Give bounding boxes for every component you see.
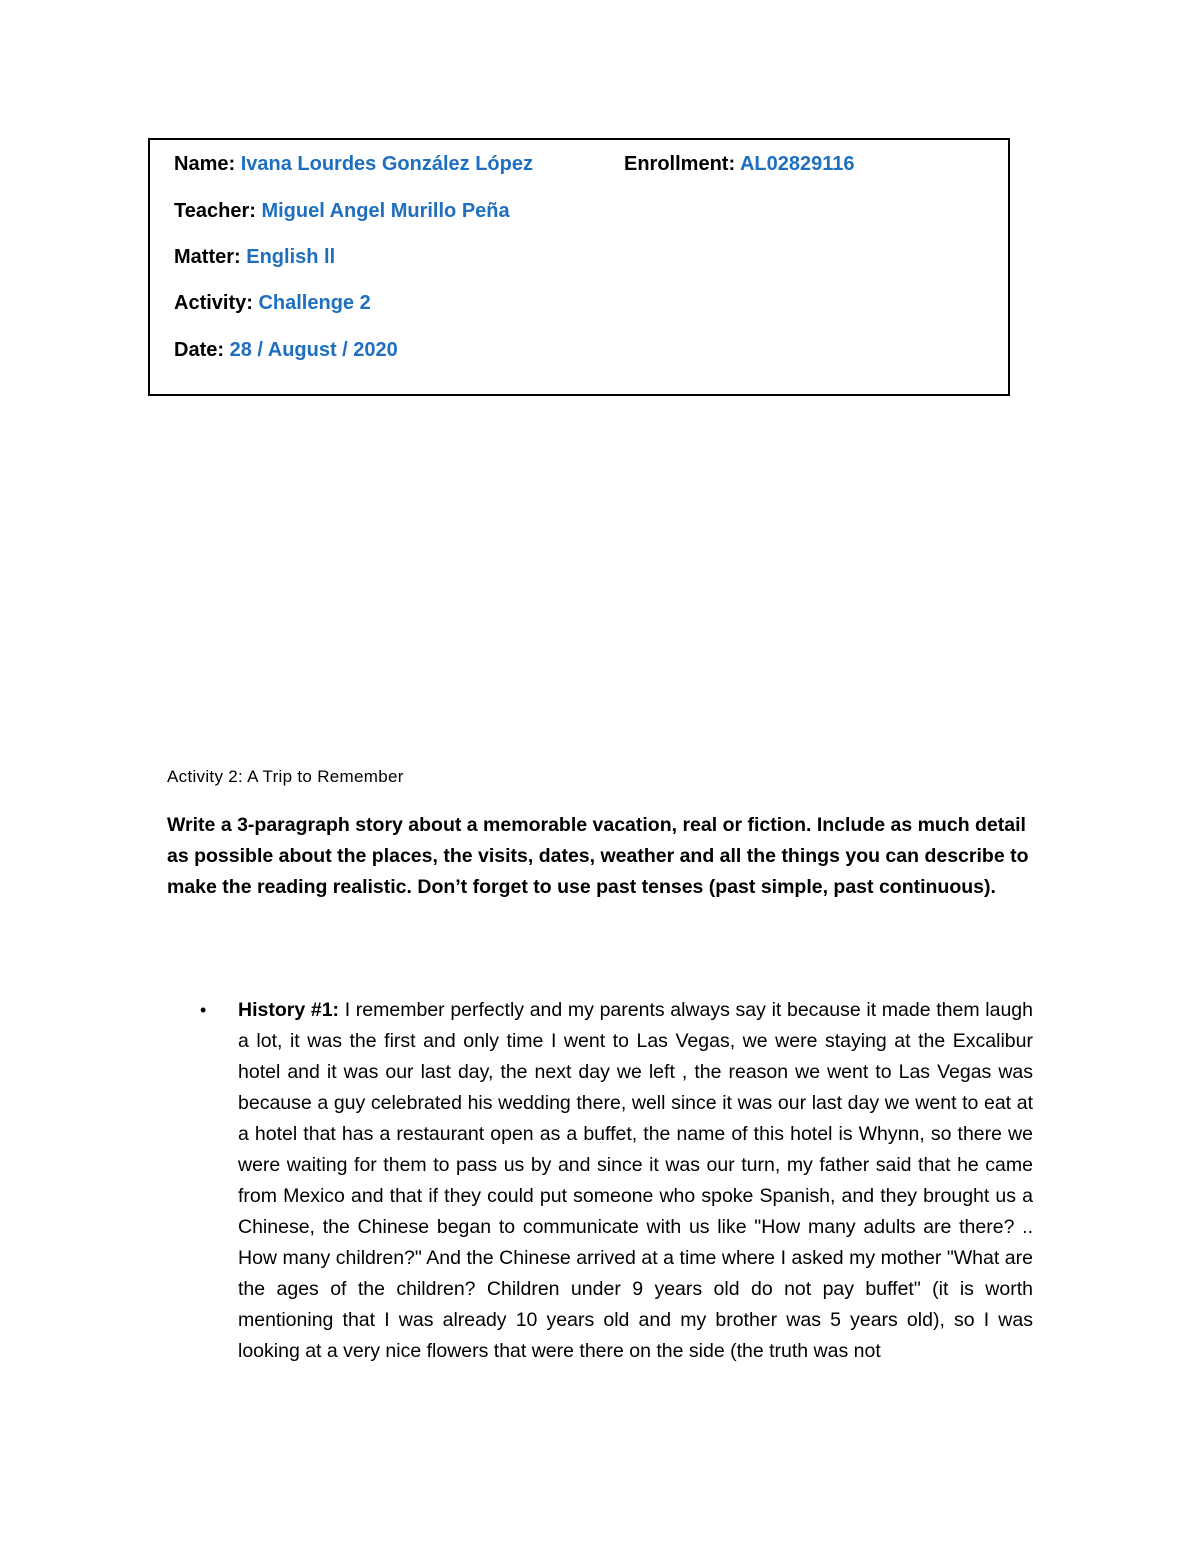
activity-value: Challenge 2 [258, 292, 371, 314]
matter-label: Matter: [174, 246, 241, 268]
matter-value: English ll [246, 246, 336, 268]
date-line [174, 338, 398, 362]
teacher-value: Miguel Angel Murillo Peña [261, 200, 510, 222]
bullet-icon: • [200, 1000, 207, 1020]
date-label: Date: [174, 339, 225, 361]
activity-label: Activity: [174, 292, 253, 314]
date-value: 28 / August / 2020 [229, 339, 398, 361]
teacher-label: Teacher: [174, 200, 256, 222]
activity-heading: Activity 2: A Trip to Remember [167, 767, 404, 786]
enrollment-value: AL02829116 [739, 153, 855, 175]
story-paragraph [238, 995, 1033, 1367]
name-line [174, 152, 533, 176]
name-label: Name: [174, 153, 236, 175]
matter-line [174, 245, 335, 269]
activity-line [174, 291, 371, 315]
teacher-line [174, 199, 510, 223]
enrollment-label: Enrollment: [624, 153, 736, 175]
student-info-box [148, 138, 1010, 396]
story-label: History #1: [238, 999, 340, 1021]
story-body: I remember perfectly and my parents always say it because it made them laugh a lot, it was the first and only time I went to Las Vegas, we were staying at the Excalibur hotel and it was our last day, the next day we left , the reason we went to Las Vegas was because a guy celebrated his wedding there, well since it was our last day we went to eat at a hotel that has a restaurant open as a buffet, the name of this hotel is Whynn, so there we were waiting for them to pass us by and since it was our turn, my father said that he came from Mexico and that if they could put someone who spoke Spanish, and they brought us a Chinese, the Chinese began to communicate with us like "How many adults are there? .. How many children?" And the Chinese arrived at a time where I asked my mother "What are the ages of the children? Children under 9 years old do not pay buffet" (it is worth mentioning that I was already 10 years old and my brother was 5 years old), so I was looking at a very nice flowers that were there on the side (the truth was not [238, 999, 1033, 1362]
name-value: Ivana Lourdes González López [240, 153, 533, 175]
activity-instructions: Write a 3-paragraph story about a memorable vacation, real or fiction. Include as much detail as possible about the places, the visits, dates, weather and all the things you can describe to make the reading realistic. Don’t forget to use past tenses (past simple, past continuous). [167, 814, 1029, 898]
enrollment-line [624, 152, 855, 176]
